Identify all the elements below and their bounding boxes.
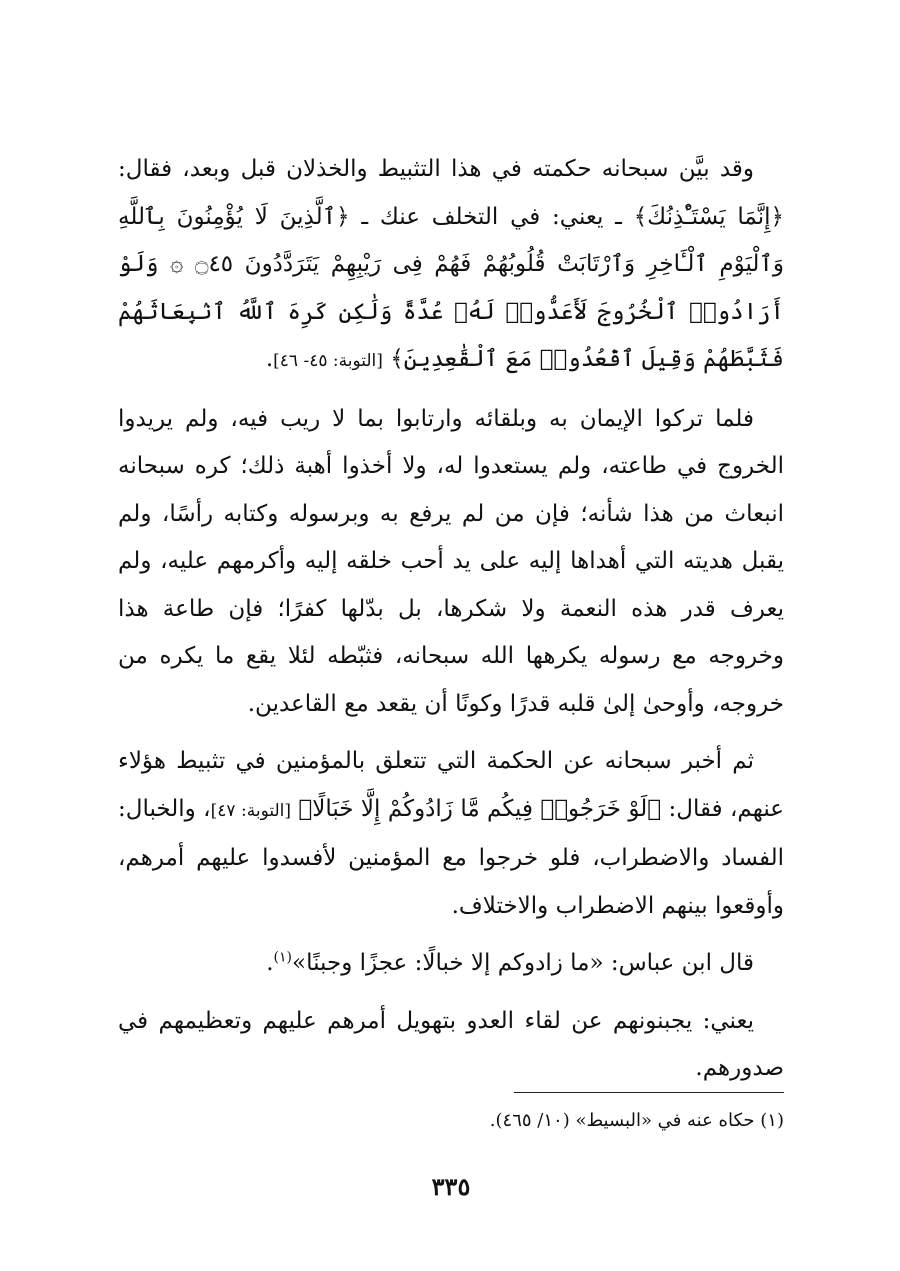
text-segment: . bbox=[266, 950, 274, 976]
paragraph-1 bbox=[118, 146, 784, 386]
quran-verse: ﴿ٱلَّذِينَ لَا يُؤْمِنُونَ بِٱللَّهِ وَٱلْيَوْمِ ٱلْـَٔاخِرِ وَٱرْتَابَتْ قُلُوبُهُمْ فَهُمْ فِى رَيْبِهِمْ يَتَرَدَّدُونَ ۝٤٥ ۞ وَلَوْ أَرَادُوا۟ ٱلْخُرُوجَ لَأَعَدُّوا۟ لَهُۥ عُدَّةً وَلَٰكِن كَرِهَ ٱللَّهُ ٱنۢبِعَاثَهُمْ فَثَبَّطَهُمْ وَقِيلَ ٱقْعُدُوا۟ مَعَ ٱلْقَٰعِدِينَ﴾ bbox=[118, 203, 785, 372]
quran-verse: ﴿إِنَّمَا يَسْتَـْٔذِنُكَ﴾ bbox=[633, 203, 784, 230]
quran-verse: ﴿لَوْ خَرَجُوا۟ فِيكُم مَّا زَادُوكُمْ إِلَّا خَبَالًا﴾ bbox=[298, 795, 662, 822]
text-segment: فلما تركوا الإيمان به وبلقائه وارتابوا بما لا ريب فيه، ولم يريدوا الخروج في طاعته، ولم يستعدوا له، ولا أخذوا أهبة ذلك؛ كره سبحانه انبعاث من هذا شأنه؛ فإن من لم يرفع به وبرسوله وكتابه رأسًا، ولم يقبل هديته التي أهداها إليه على يد أحب خلقه إليه وأكرمهم عليه، ولم يعرف قدر هذه النعمة ولا شكرها، بل بدّلها كفرًا؛ فإن طاعة هذا وخروجه مع رسوله يكرهها الله سبحانه، فثبّطه لئلا يقع ما يكره من خروجه، وأوحىٰ إلىٰ قلبه قدرًا وكونًا أن يقعد مع القاعدين. bbox=[118, 405, 784, 717]
text-segment: . bbox=[265, 346, 274, 372]
text-segment: وقد بيَّن سبحانه حكمته في هذا التثبيط والخذلان قبل وبعد، فقال: bbox=[118, 156, 754, 182]
document-page bbox=[118, 146, 785, 1201]
verse-reference: [التوبة: ٤٧] bbox=[210, 800, 292, 821]
text-segment: ـ يعني: في التخلف عنك ـ bbox=[349, 203, 634, 230]
paragraph-4 bbox=[118, 940, 784, 988]
footnote-divider bbox=[514, 1092, 784, 1093]
page-number: ٣٣٥ bbox=[431, 1172, 471, 1201]
text-segment: ، والخبال: الفساد والاضطراب، فلو خرجوا مع المؤمنين لأفسدوا عليهم أمرهم، وأوقعوا بينهم الاضطراب والاختلاف. bbox=[118, 795, 784, 919]
verse-reference: [التوبة: ٤٥- ٤٦] bbox=[273, 351, 383, 371]
paragraph-5 bbox=[118, 998, 784, 1093]
footnote-marker: (١) bbox=[273, 949, 293, 966]
paragraph-2 bbox=[118, 396, 784, 729]
footnote: (١) حكاه عنه في «البسيط» (١٠/ ٤٦٥). bbox=[489, 1110, 784, 1131]
text-segment: قال ابن عباس: «ما زادوكم إلا خبالًا: عجزًا وجبنًا» bbox=[292, 950, 754, 976]
text-segment: يعني: يجبنونهم عن لقاء العدو بتهويل أمرهم عليهم وتعظيمهم في صدورهم. bbox=[118, 1007, 784, 1081]
paragraph-3 bbox=[118, 738, 784, 930]
text-segment: ثم أخبر سبحانه عن الحكمة التي تتعلق بالمؤمنين في تثبيط هؤلاء عنهم، فقال: bbox=[118, 748, 785, 822]
